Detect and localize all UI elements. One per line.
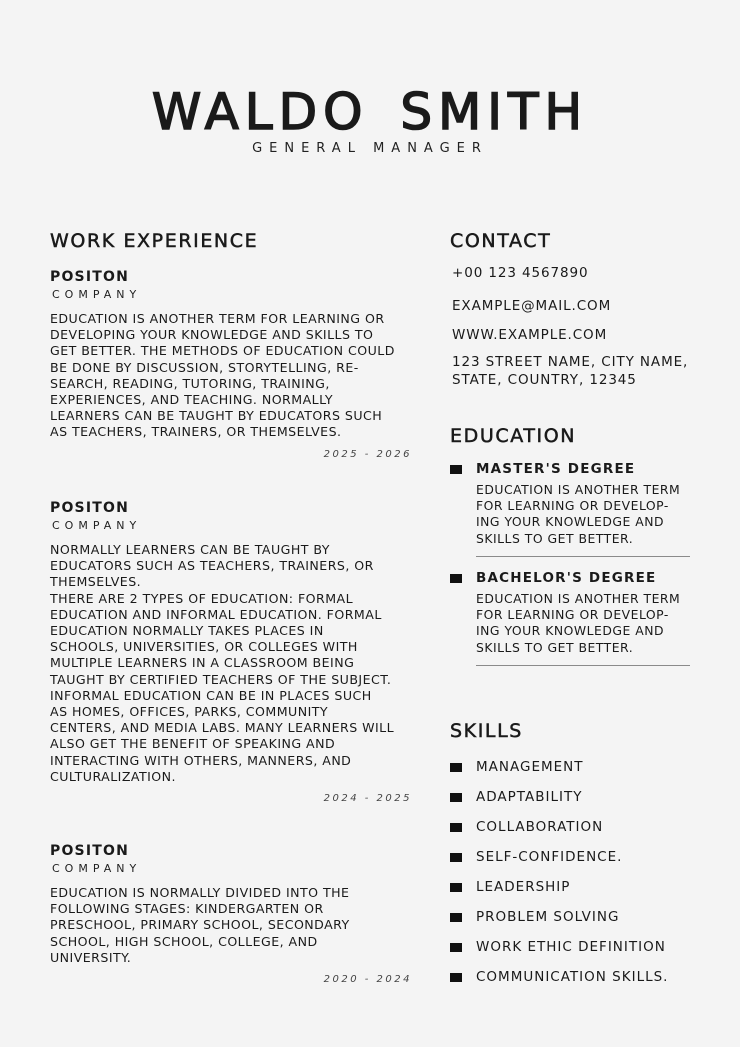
job-description: EDUCATION IS ANOTHER TERM FOR LEARNING OR DEVELOPING YOUR KNOWLEDGE AND SKILLS TO GET BETTER. THE METHODS OF EDUCATION COULD BE DONE BY DISCUSSION, STORYTELLING, RE- SEARCH, READING, TUTORING, TRAINING, EXPERIENCES, AND TEACHING. NORMALLY LEARNERS CAN BE TAUGHT BY EDUCATORS SUCH AS TEACHERS, TRAINERS, OR THEMSELVES. [50, 311, 395, 440]
work-experience-heading: WORK EXPERIENCE [50, 230, 259, 252]
skill-item [450, 968, 668, 986]
job-company: COMPANY [52, 288, 142, 301]
job-dates: 2024 - 2025 [323, 793, 412, 805]
job-dates: 2025 - 2026 [323, 448, 412, 460]
skills-heading: SKILLS [450, 720, 523, 742]
divider [476, 665, 690, 666]
skill-item [450, 938, 666, 956]
job-position: POSITON [50, 269, 130, 285]
job-description: NORMALLY LEARNERS CAN BE TAUGHT BY EDUCATORS SUCH AS TEACHERS, TRAINERS, OR THEMSELVES. THERE ARE 2 TYPES OF EDUCATION: FORMAL EDUCATION AND INFORMAL EDUCATION. FORMAL EDUCATION NORMALLY TAKES PLACES IN SCHOOLS, UNIVERSITIES, OR COLLEGES WITH MULTIPLE LEARNERS IN A CLASSROOM BEING TAUGHT BY CERTIFIED TEACHERS OF THE SUBJECT. INFORMAL EDUCATION CAN BE IN PLACES SUCH AS HOMES, OFFICES, PARKS, COMMUNITY CENTERS, AND MEDIA LABS. MANY LEARNERS WILL ALSO GET THE BENEFIT OF SPEAKING AND INTERACTING WITH OTHERS, MANNERS, AND CULTURALIZATION. [50, 542, 395, 784]
square-bullet-icon [450, 465, 462, 474]
skill-label: PROBLEM SOLVING [476, 909, 620, 925]
education-entry [450, 569, 695, 666]
skill-item [450, 758, 584, 776]
skill-label: MANAGEMENT [476, 759, 584, 775]
education-description: EDUCATION IS ANOTHER TERM FOR LEARNING OR DEVELOP- ING YOUR KNOWLEDGE AND SKILLS TO GET BETTER. [476, 482, 681, 546]
contact-email: EXAMPLE@MAIL.COM [452, 298, 612, 314]
square-bullet-icon [450, 823, 462, 832]
job-company: COMPANY [52, 519, 142, 532]
job-entry [50, 268, 412, 460]
resume-name: WALDO SMITH [151, 83, 589, 141]
square-bullet-icon [450, 943, 462, 952]
skill-label: COLLABORATION [476, 819, 604, 835]
square-bullet-icon [450, 574, 462, 583]
contact-phone: +00 123 4567890 [452, 265, 589, 281]
education-degree [450, 569, 695, 587]
education-entry [450, 460, 695, 557]
skill-label: WORK ETHIC DEFINITION [476, 939, 666, 955]
skill-item [450, 818, 603, 836]
contact-heading: CONTACT [450, 230, 552, 252]
square-bullet-icon [450, 913, 462, 922]
skill-label: LEADERSHIP [476, 879, 571, 895]
square-bullet-icon [450, 793, 462, 802]
job-position: POSITON [50, 500, 130, 516]
education-degree-label: BACHELOR'S DEGREE [476, 570, 657, 586]
job-entry [50, 499, 412, 804]
skill-label: COMMUNICATION SKILLS. [476, 969, 669, 985]
job-position: POSITON [50, 843, 130, 859]
job-description: EDUCATION IS NORMALLY DIVIDED INTO THE FOLLOWING STAGES: KINDERGARTEN OR PRESCHOOL, PRIMARY SCHOOL, SECONDARY SCHOOL, HIGH SCHOOL, COLLEGE, AND UNIVERSITY. [50, 885, 350, 965]
skill-item [450, 908, 619, 926]
work-experience-section [50, 228, 412, 986]
divider [476, 556, 690, 557]
skill-item [450, 788, 582, 806]
education-degree [450, 460, 695, 478]
education-description: EDUCATION IS ANOTHER TERM FOR LEARNING OR DEVELOP- ING YOUR KNOWLEDGE AND SKILLS TO GET BETTER. [476, 591, 681, 655]
skill-item [450, 878, 570, 896]
education-degree-label: MASTER'S DEGREE [476, 461, 636, 477]
square-bullet-icon [450, 853, 462, 862]
job-title: GENERAL MANAGER [252, 141, 488, 156]
square-bullet-icon [450, 763, 462, 772]
job-company: COMPANY [52, 862, 142, 875]
sidebar-column [450, 228, 695, 985]
skill-item [450, 848, 622, 866]
square-bullet-icon [450, 973, 462, 982]
contact-address: 123 STREET NAME, CITY NAME, STATE, COUNTRY, 12345 [452, 354, 689, 388]
skill-label: SELF-CONFIDENCE. [476, 849, 623, 865]
contact-website: WWW.EXAMPLE.COM [452, 327, 608, 343]
education-heading: EDUCATION [450, 425, 577, 447]
job-dates: 2020 - 2024 [323, 974, 412, 986]
job-entry [50, 842, 412, 985]
skill-label: ADAPTABILITY [476, 789, 583, 805]
square-bullet-icon [450, 883, 462, 892]
